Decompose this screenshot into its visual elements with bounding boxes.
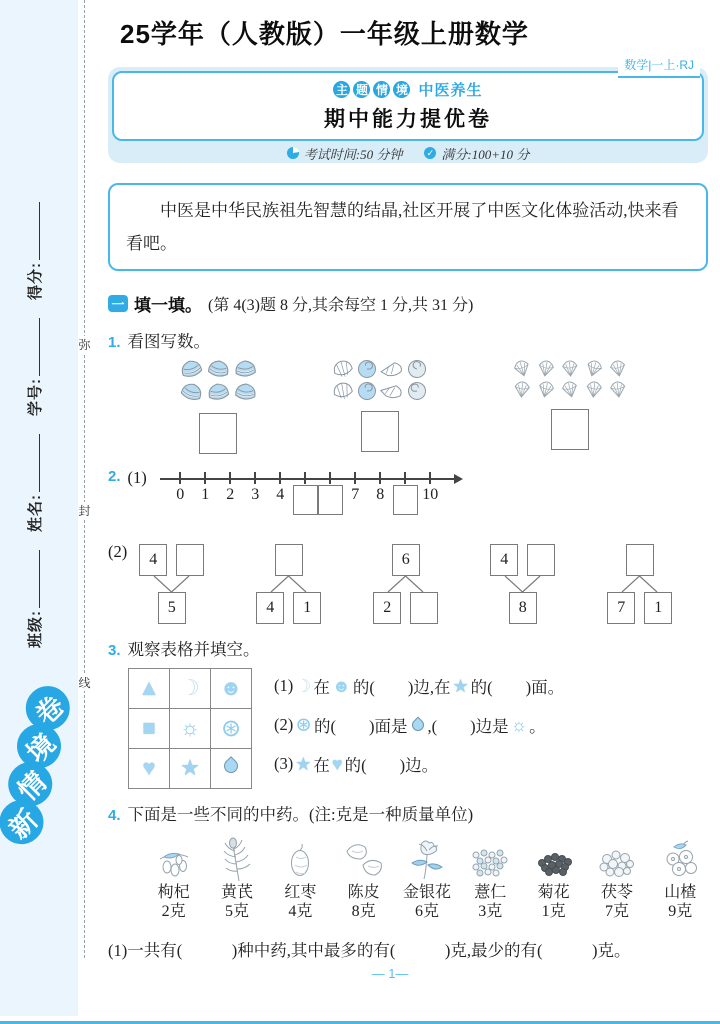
number-line-slot [193,472,218,515]
red-date-icon [278,837,322,883]
bond-bottom-row [158,592,186,624]
heart-icon: ♥ [331,754,343,774]
herb-weight: 4克 [288,903,313,920]
bond-box: 4 [490,544,518,576]
bond-box: 2 [373,592,401,624]
theme-badge-circle: 主 [333,81,350,98]
exam-header-panel [108,67,708,163]
tick-mark [304,472,306,484]
number-line-slot [418,472,443,515]
number-bond [490,544,555,624]
question-3-number: 3. [108,642,121,659]
herb-name: 陈皮 [347,884,380,901]
answer-box[interactable] [199,413,237,454]
number-line [160,470,470,528]
bond-box: 7 [607,592,635,624]
bond-box: 8 [509,592,537,624]
tick-mark [379,472,381,484]
number-line-label: 1 [201,486,210,503]
tick-mark [329,472,331,484]
herb-item [146,837,201,921]
section-number-badge: 一 [108,295,128,312]
heart-icon: ♥ [142,755,156,780]
bond-box: 5 [158,592,186,624]
section-one-header [108,291,708,316]
shape-grid-cell [170,669,211,709]
shape-grid-cell [170,709,211,749]
number-bond [373,544,438,624]
bond-box[interactable] [626,544,654,576]
bond-box: 4 [139,544,167,576]
bond-box: 1 [644,592,672,624]
herb-item [526,837,581,921]
number-line-answer-box[interactable] [293,485,318,515]
sub-text: 的( )边。 [344,756,439,775]
herb-items-row [146,837,708,921]
herb-weight: 3克 [478,903,503,920]
number-line-slot [368,472,393,515]
sub-text: ,( )边是 [427,717,509,736]
bond-box: 4 [256,592,284,624]
tick-mark [254,472,256,484]
herb-item [273,837,328,921]
bond-connector [141,576,202,592]
sub-text: 在 [313,678,330,697]
herb-name: 黄芪 [220,884,253,901]
herb-item [209,837,264,921]
bond-bottom-row [607,592,672,624]
bond-top-row [139,544,204,576]
sub-text: (2) [274,715,294,734]
theme-badge-circle: 情 [373,81,390,98]
number-line-slot [393,472,418,515]
question-4-number: 4. [108,807,121,824]
exam-time-item [287,144,403,163]
theme-label: 中医养生 [418,82,483,99]
bond-connector [492,576,553,592]
star-icon: ★ [295,754,312,774]
number-line-slot [168,472,193,515]
sub-text: 的( )面是 [314,717,408,736]
seal-dashed-line [84,0,85,958]
star-icon: ★ [180,755,200,780]
drop-icon [409,717,426,734]
bond-connector [609,576,670,592]
number-line-slot [243,472,268,515]
number-line-slot [268,472,293,515]
student-field-label: 班级: [27,610,44,648]
number-line-slot [293,472,318,515]
shell-counting-groups [108,358,708,454]
bond-box: 6 [392,544,420,576]
herb-name: 山楂 [664,884,697,901]
sun-icon: ☼ [510,715,528,735]
herb-item [336,837,391,921]
question-2-part2-label: (2) [108,542,128,561]
theme-badge-circle: 题 [353,81,370,98]
smiley-icon: ☻ [331,676,351,696]
shell-icon [509,378,535,401]
herb-item [589,837,644,921]
number-bond [256,544,321,624]
answer-box[interactable] [361,411,399,452]
shell-group [176,358,260,454]
bond-connector [375,576,436,592]
astragalus-icon [215,837,259,883]
shell-cluster [500,358,640,400]
q3-sub-line [274,674,564,698]
herb-item [399,837,454,921]
tick-mark [404,472,406,484]
bond-top-row [275,544,303,576]
question-3-text: 观察表格并填空。 [127,640,260,659]
poria-icon [593,837,641,883]
seal-character: 弥 [78,338,91,352]
sub-text: 的( )边,在 [352,678,451,697]
bond-top-row [490,544,555,576]
shape-grid-cell [211,669,252,709]
exam-score-item [424,144,529,163]
number-line-answer-box[interactable] [393,485,418,515]
shell-icon [378,358,405,380]
bond-bottom-row [256,592,321,624]
number-line-slot [218,472,243,515]
question-1-text: 看图写数。 [127,332,211,351]
tick-mark [354,472,356,484]
chrysanthemum-icon [530,837,578,883]
shell-icon [329,378,356,404]
shape-grid-cell [211,749,252,789]
question-2-number: 2. [108,468,121,485]
herb-item [653,837,708,921]
herb-name: 红枣 [284,884,317,901]
number-line-label: 3 [251,486,260,503]
bond-box[interactable] [527,544,555,576]
stamp-character: 卷 [29,689,70,731]
question-3-body [128,668,708,789]
herb-name: 薏仁 [474,884,507,901]
shape-grid-cell [170,749,211,789]
shape-grid-cell [129,749,170,789]
shell-icon [556,377,584,403]
shell-icon [532,377,560,403]
shell-icon [231,380,260,405]
question-2-part1-label: (1) [127,468,147,487]
exam-time-label: 考试时间:50 分钟 [303,146,403,162]
question-2-part2 [108,542,708,624]
shell-icon [354,379,380,403]
number-line-label: 10 [422,486,439,503]
flower-icon: ⊛ [220,714,242,742]
question-3-header [108,636,708,660]
clock-icon [287,147,299,159]
bond-box: 1 [293,592,321,624]
theme-badge [333,79,482,100]
question-4-header [108,801,708,825]
herb-weight: 5克 [224,903,249,920]
check-circle-icon [424,147,436,159]
hawthorn-icon [658,837,702,883]
theme-badge-circle: 境 [393,81,410,98]
student-field-label: 学号: [27,378,44,416]
question-4-sub1: (1)一共有( )种中药,其中最多的有( )克,最少的有( )克。 [108,941,631,960]
answer-box[interactable] [551,409,589,450]
sub-text: 在 [313,756,330,775]
shell-icon [203,379,234,406]
exam-score-label: 满分:100+10 分 [441,146,530,162]
shell-icon [353,356,380,381]
tick-mark [204,472,206,484]
shell-cluster [324,358,436,402]
section-title: 填一填。 [134,296,202,315]
tangerine-peel-icon [339,837,389,883]
student-field-blank-line[interactable] [26,202,40,260]
sub-text: (3) [274,754,294,773]
intro-text: 中医是中华民族祖先智慧的结晶,社区开展了中医文化体验活动,快来看看吧。 [126,201,679,253]
herb-weight: 1克 [541,903,566,920]
number-line-label: 0 [176,486,185,503]
square-icon: ■ [142,715,156,740]
shape-grid-cell [129,669,170,709]
number-line-slot [318,472,343,515]
number-line-label: 8 [376,486,385,503]
arrow-right-icon [454,474,463,484]
seal-character: 线 [78,676,91,690]
herb-name: 茯苓 [600,884,633,901]
student-field-label: 姓名: [27,494,44,532]
star-icon: ★ [452,676,469,696]
bond-bottom-row [373,592,438,624]
herb-weight: 7克 [604,903,629,920]
bond-connector [258,576,319,592]
shell-icon [403,378,431,405]
bond-top-row [392,544,420,576]
bond-box[interactable] [275,544,303,576]
shell-group [500,358,640,454]
page-number: — 1— [371,966,409,981]
number-line-label: 2 [226,486,235,503]
paper-body [108,14,708,961]
question-1-header [108,328,708,352]
q3-sub-line [274,713,564,737]
herb-weight: 2克 [161,903,186,920]
intro-box [108,183,708,271]
question-2-part1 [108,468,708,528]
sub-text: 的( )面。 [470,678,565,697]
smiley-icon: ☻ [219,675,243,700]
number-line-label: 4 [276,486,285,503]
seal-character: 封 [78,504,91,518]
exam-info [112,141,704,165]
page-title: 25学年（人教版）一年级上册数学 [120,19,529,49]
herb-item [463,837,518,921]
stamp-character: 情 [11,765,53,807]
coix-seed-icon [466,837,514,883]
moon-icon: ☽ [295,676,312,696]
student-field-blank-line[interactable] [26,550,40,608]
moon-icon: ☽ [180,675,200,700]
number-line-label: 7 [351,486,360,503]
number-bonds [139,544,672,624]
triangle-icon: ▲ [138,675,160,700]
question-1-number: 1. [108,334,121,351]
bond-box[interactable] [176,544,204,576]
number-bond [607,544,672,624]
tick-mark [229,472,231,484]
herb-name: 金银花 [402,884,451,901]
corner-tag: 数学|一上·RJ [618,56,700,78]
shell-group [324,358,436,454]
student-field-blank-line[interactable] [26,434,40,492]
shape-grid-cell [211,709,252,749]
student-field-blank-line[interactable] [26,318,40,376]
goji-icon [152,837,196,883]
number-line-answer-box[interactable] [318,485,343,515]
q3-sub-line [274,752,564,776]
drop-icon [221,756,241,776]
herb-name: 菊花 [537,884,570,901]
shell-icon [175,378,208,408]
shell-cluster [176,358,260,404]
number-line-slot [343,472,368,515]
honeysuckle-icon [402,837,452,883]
sub-text: 。 [529,717,546,736]
shape-grid-cell [129,709,170,749]
herb-weight: 9克 [668,903,693,920]
exam-title: 期中能力提优卷 [324,108,492,131]
question-4-text: 下面是一些不同的中药。(注:克是一种质量单位) [127,805,474,824]
section-score-note: (第 4(3)题 8 分,其余每空 1 分,共 31 分) [208,297,474,314]
stamp-character: 境 [20,727,61,769]
shape-grid [128,668,252,789]
bond-top-row [626,544,654,576]
student-info-fields [24,38,66,648]
flower-icon: ⊛ [295,714,313,736]
herb-weight: 8克 [351,903,376,920]
number-bond [139,544,204,624]
shell-icon [581,378,607,401]
tick-mark [179,472,181,484]
sun-icon: ☼ [179,715,201,740]
stamp-character: 新 [3,803,44,845]
bond-bottom-row [509,592,537,624]
student-field-label: 得分: [27,262,44,300]
sub-text: (1) [274,676,294,695]
tick-mark [279,472,281,484]
bond-box[interactable] [410,592,438,624]
tick-mark [429,472,431,484]
herb-name: 枸杞 [157,884,190,901]
herb-weight: 6克 [414,903,439,920]
shell-icon [231,357,260,382]
shell-icon [605,378,631,402]
exam-header-box [112,71,704,141]
